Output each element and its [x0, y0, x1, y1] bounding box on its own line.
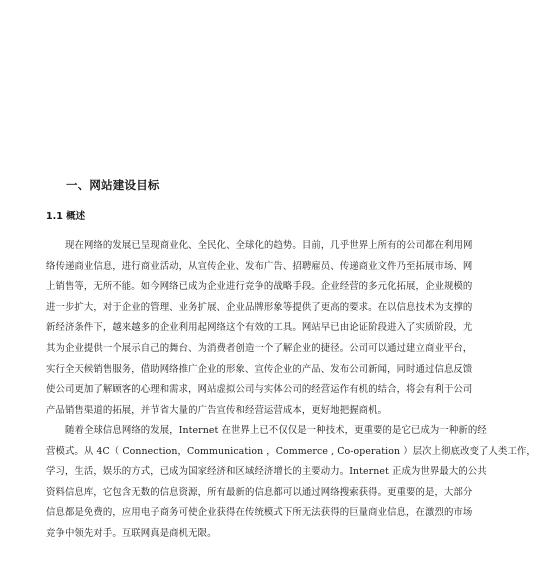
subsection-heading: 1.1 概述 [46, 211, 86, 222]
paragraph-line: 随着全球信息网络的发展，Internet 在世界上已不仅仅是一种技术，更重要的是它已成为一种新的经 [65, 425, 487, 436]
paragraph-line: 现在网络的发展已呈现商业化、全民化、全球化的趋势。目前，几乎世界上所有的公司都在利用网 [65, 240, 473, 251]
overview-paragraph-2 [46, 421, 536, 545]
paragraph-line: 资料信息库，它包含无数的信息资源，所有最新的信息都可以通过网络搜索获得。更重要的是，大部分 [46, 486, 473, 498]
paragraph-line: 上销售等，无所不能。如今网络已成为企业进行竞争的战略手段。企业经营的多元化拓展，企业规模的 [46, 281, 473, 293]
paragraph-line: 实行全天候销售服务，借助网络推广企业的形象、宣传企业的产品、发布公司新闻，同时通过信息反馈 [46, 363, 473, 375]
paragraph-line: 新经济条件下，越来越多的企业利用起网络这个有效的工具。网站早已由论证阶段进入了实质阶段，尤 [46, 322, 473, 334]
paragraph-line: 学习，生活，娱乐的方式，已成为国家经济和区域经济增长的主要动力。Internet 正成为世界最大的公共 [46, 466, 487, 478]
paragraph-line: 络传递商业信息，进行商业活动，从宣传企业、发布广告、招聘雇员、传递商业文件乃至拓展市场、网 [46, 260, 473, 272]
paragraph-line: 产品销售渠道的拓展，并节省大量的广告宣传和经营运营成本，更好地把握商机。 [46, 404, 388, 416]
overview-paragraph-1 [46, 236, 473, 421]
paragraph-line: 其为企业提供一个展示自己的舞台、为消费者创造一个了解企业的捷径。公司可以通过建立商业平台， [46, 342, 473, 354]
paragraph-line: 使公司更加了解顾客的心理和需求，网站虚拟公司与实体公司的经营运作有机的结合，将会有利于公司 [46, 384, 473, 396]
paragraph-line: 信息都是免费的，应用电子商务可使企业获得在传统模式下所无法获得的巨量商业信息，在激烈的市场 [46, 507, 473, 519]
paragraph-line: 进一步扩大，对于企业的管理、业务扩展、企业品牌形象等提供了更高的要求。在以信息技术为支撑的 [46, 301, 473, 313]
paragraph-line: 营模式。从 4C（ Connection，Communication ，Commerce , Co-operation ）层次上彻底改变了人类工作， [46, 445, 536, 457]
paragraph-line: 竞争中领先对手。互联网真是商机无限。 [46, 527, 217, 539]
section-heading: 一、网站建设目标 [66, 178, 160, 192]
